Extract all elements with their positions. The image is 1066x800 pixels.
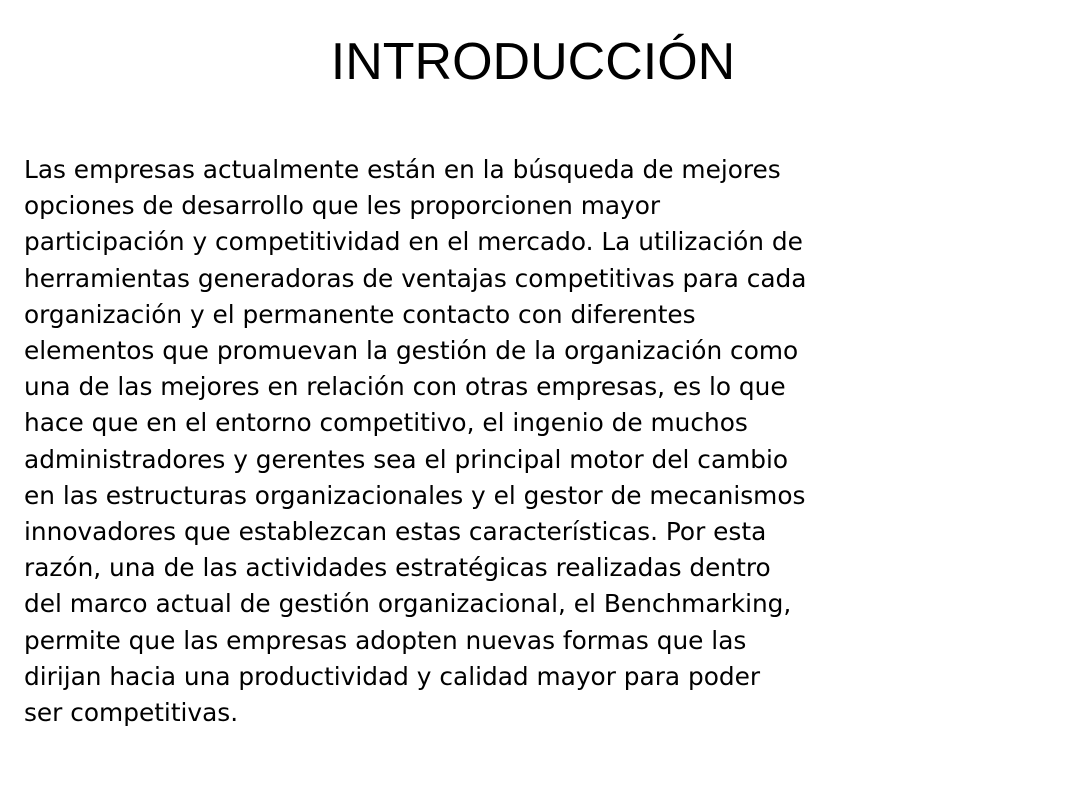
paragraph-line: en las estructuras organizacionales y el gestor de mecanismos [24,480,806,510]
paragraph-line: ser competitivas. [24,698,239,728]
paragraph-line: permite que las empresas adopten nuevas formas que las [24,625,747,655]
paragraph-line: opciones de desarrollo que les proporcionen mayor [24,191,661,221]
paragraph-line: herramientas generadoras de ventajas competitivas para cada [24,263,807,293]
body-paragraph [24,152,1064,731]
paragraph-line: del marco actual de gestión organizacional, el Benchmarking, [24,589,792,619]
paragraph-line: Las empresas actualmente están en la búsqueda de mejores [24,155,781,184]
paragraph-line: innovadores que establezcan estas características. Por esta [24,517,767,547]
paragraph-line: razón, una de las actividades estratégicas realizadas dentro [24,553,771,583]
paragraph-line: elementos que promuevan la gestión de la organización como [24,336,799,366]
paragraph-line: dirijan hacia una productividad y calidad mayor para poder [24,661,761,691]
paragraph-line: participación y competitividad en el mercado. La utilización de [24,227,803,257]
paragraph-line: organización y el permanente contacto con diferentes [24,299,696,329]
slide-title: INTRODUCCIÓN [330,33,736,91]
paragraph-line: administradores y gerentes sea el principal motor del cambio [24,444,789,474]
paragraph-line: una de las mejores en relación con otras empresas, es lo que [24,372,786,402]
paragraph-line: hace que en el entorno competitivo, el ingenio de muchos [24,408,748,438]
